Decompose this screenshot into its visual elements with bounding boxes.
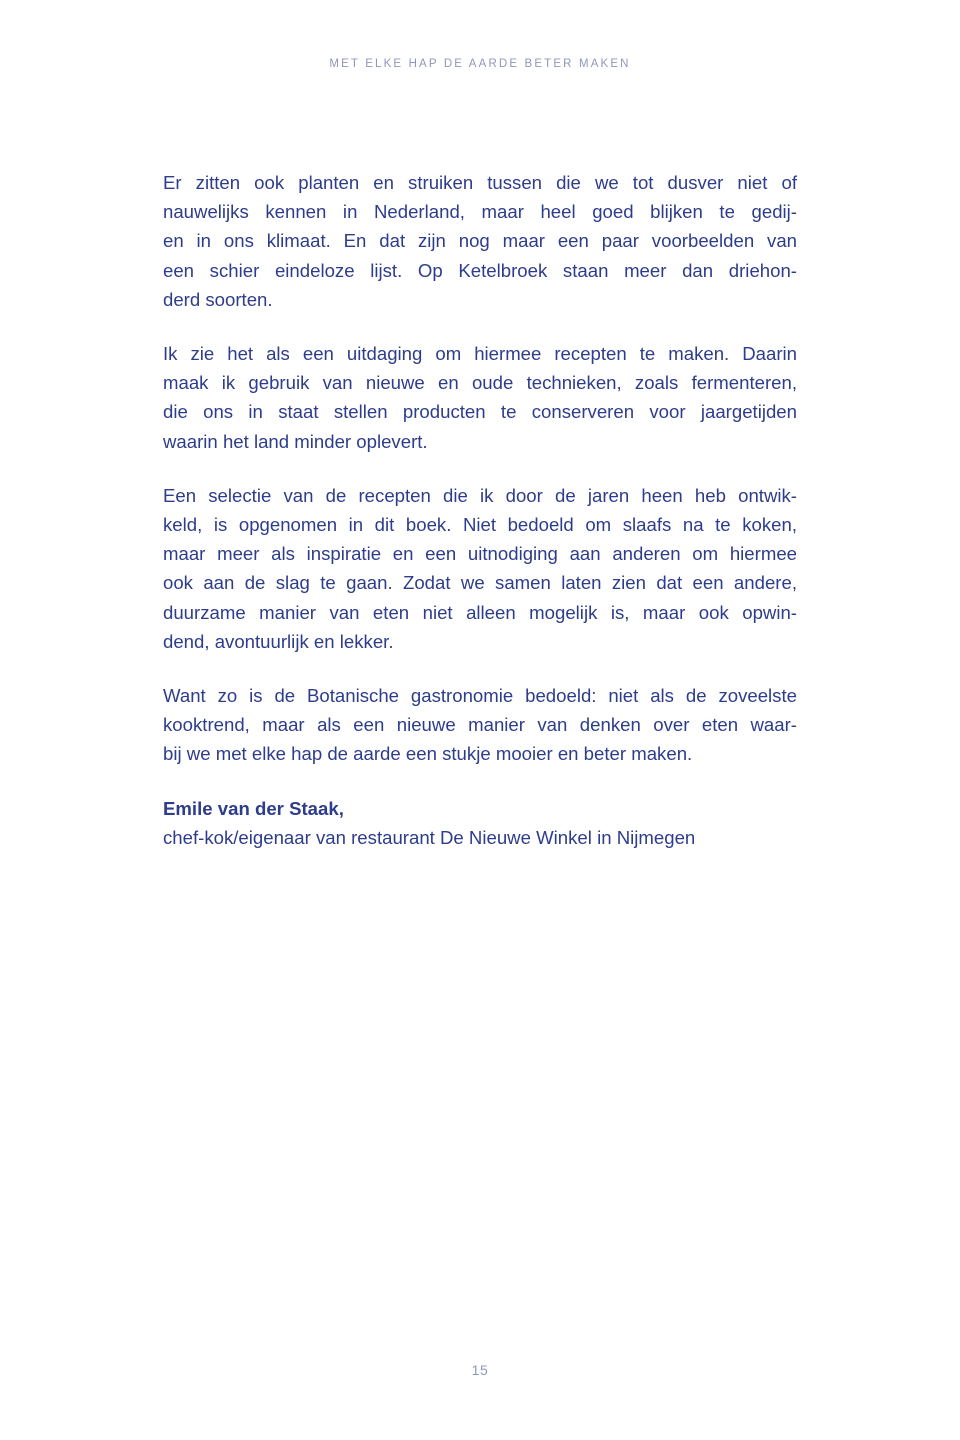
text-line: ook aan de slag te gaan. Zodat we samen laten zien dat een andere, [163,572,797,594]
signature-name-line [163,794,797,823]
page-number: 15 [471,1362,489,1378]
paragraph-4 [163,681,797,769]
text-line: kooktrend, maar als een nieuwe manier van denken over eten waar- [163,714,797,736]
text-line: maar meer als inspiratie en een uitnodiging aan anderen om hiermee [163,543,797,565]
text-line: waarin het land minder oplevert. [163,430,428,452]
text-line: Want zo is de Botanische gastronomie bedoeld: niet als de zoveelste [163,685,797,707]
text-line: Een selectie van de recepten die ik door de jaren heen heb ontwik- [163,484,797,506]
text-line: Ik zie het als een uitdaging om hiermee recepten te maken. Daarin [163,343,797,365]
paragraph-3 [163,481,797,656]
text-line: duurzame manier van eten niet alleen mogelijk is, maar ook opwin- [163,601,797,623]
text-line: keld, is opgenomen in dit boek. Niet bedoeld om slaafs na te koken, [163,514,797,536]
signature-name: Emile van der Staak [163,797,339,819]
text-line: die ons in staat stellen producten te conserveren voor jaargetijden [163,401,797,423]
paragraph-2 [163,339,797,456]
text-line: nauwelijks kennen in Nederland, maar heel goed blijken te gedij- [163,201,797,223]
text-line: en in ons klimaat. En dat zijn nog maar een paar voorbeelden van [163,230,797,252]
paragraph-1 [163,168,797,314]
text-line: maak ik gebruik van nieuwe en oude technieken, zoals fermenteren, [163,372,797,394]
signature-name-comma: , [338,797,344,819]
text-line: een schier eindeloze lijst. Op Ketelbroek staan meer dan driehon- [163,259,797,281]
text-line: dend, avontuurlijk en lekker. [163,630,394,652]
running-header: MET ELKE HAP DE AARDE BETER MAKEN [329,58,631,70]
text-line: bij we met elke hap de aarde een stukje mooier en beter maken. [163,743,693,765]
signature-block [163,794,797,852]
signature-role: chef-kok/eigenaar van restaurant De Nieuwe Winkel in Nijmegen [163,826,696,848]
text-line: derd soorten. [163,288,273,310]
text-line: Er zitten ook planten en struiken tussen die we tot dusver niet of [163,172,797,193]
body-text-column [163,168,797,852]
